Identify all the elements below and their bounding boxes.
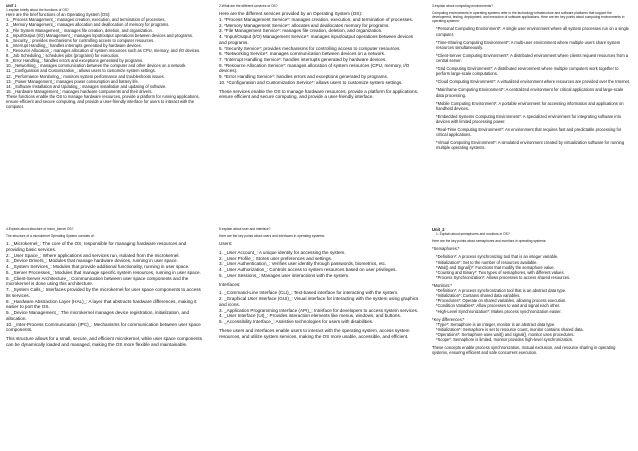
page-3-line: *Personal Computing Environment*: A single user environment where all system processes run on a single computer. [436,26,629,37]
page-3-line: *Real-Time Computing Environment*: An environment that requires fast and predictable processing for critical applications. [436,127,622,138]
page-1-line: 11. _Configuration and Customization_: allows users to customize system settings. [6,68,156,74]
page-5-section-interfaces: Interfaces: [219,281,241,287]
page-1-header-1: UNIT 1 [6,4,17,8]
page-2-line: These services enable the OS to manage hardware resources, provide a platform for applications, ensure efficient and secure computing, and provide a user-friendly interface. [219,88,419,100]
page-3-line: *Virtual Computing Environment*: A simulated environment created by virtualization software for running multiple operating systems. [436,140,625,151]
page-6-line: *Scope*: Semaphore is limited, monitor provides high-level synchronization. [436,337,574,343]
page-1-line: 4. _Input/Output (I/O) Management_: manages input/output operations between devices and programs. [6,32,194,38]
page-5-line: 4. _User Interface (UI)_: Provides interaction elements like menus, windows, and buttons. [219,313,402,319]
page-4-line: 6. _Client-Server Architecture_: Communication between user space components and the microkernel is done using this architecture. [6,275,189,287]
page-3-line: *Client-Server Computing Environment*: A distributed environment where clients request resources from a central server. [436,52,629,63]
page-4-line: 4. _System Services_: Modules that provide additional functionality, running in user space. [6,264,190,270]
page-1-line: 7. _Resource Allocation_: manages allocation of system resources such as CPU, memory, and I/O devices. [6,47,201,53]
page-3-line: Computing environments in operating systems refer to the technology infrastructure and software platforms that support the development, testing, deployment, and execution of software applications. Here are ten key points about computing environments in operating systems: [432,11,625,24]
page-3-line: *Grid Computing Environment*: A distributed environment where multiple computers work together to perform large-scale computations. [436,66,619,77]
page-6-line: *Type*: Semaphore is an integer, monitor is an abstract data type. [436,321,556,327]
page-6-section-semaphores: *Semaphores:* [432,246,460,252]
page-3-line: *Mainframe Computing Environment*: A centralized environment for critical applications and large-scale data processing. [436,87,624,98]
page-1 [6,4,206,222]
page-2-line: 8. *Resource Allocation Service*: manages allocation of system resources (CPU, memory, I/O devices). [219,62,410,74]
page-1-line: 5. _Security_: provides mechanisms for controlling access to computer resources. [6,37,155,43]
page-5-line: 5. _Accessibility Interface_: Assistive technologies for users with disabilities. [219,319,374,325]
page-3-header-1: 3.explain about computing environments? [432,4,494,8]
page-2-line: 10. *Configuration and Customization Service*: allows users to customize system settings. [219,79,403,85]
page-5-line: These users and interfaces enable users to interact with the operating system, access system resources, and utilize system services, making the OS more usable, accessible, and efficient. [219,327,410,339]
page-1-line: 6. _Interrupt Handling_: handles interrupts generated by hardware devices. [6,42,142,48]
page-6-header-3: Here are the key points about semaphores and monitors in operating systems: [432,239,547,244]
page-2-line: 1. *Process Management Service*: manages creation, execution, and termination of processes. [219,16,414,22]
page-6-line: *Initialization*: Set to the number of resources available. [436,259,538,265]
page-4-line: This structure allows for a small, secure, and efficient microkernel, while user space components can be dynamically loaded and managed, making the OS more flexible and maintainable. [6,335,202,347]
page-1-header-2: 1.explain briefly about the functions of OS? [6,8,69,13]
page-4-line: 5. _Server Processes_: Modules that manage specific system resources, running in user space. [6,269,201,275]
page-6-section-key-differences: *Key differences:* [432,316,465,322]
page-1-line: 14. _Software Installation and Updating_: manages installation and updating of software. [6,83,167,89]
page-4-line: 9. _Device Management_: The microkernel manages device registration, initialization, and allocation. [6,310,189,321]
page-4 [6,227,206,445]
page-6-header-1: Unit_2 [432,227,445,232]
page-6-line: *High-Level Synchronization*: Makes process synchronization easier. [436,308,562,314]
page-1-line: 15. _Hardware Management_: manages hardware components and their drivers. [6,88,153,94]
page-6-line: *Wait() and Signal()*: Functions that modify the semaphore value. [436,264,555,270]
page-6 [432,227,632,445]
page-5-line: 5. _User Sessions_: Manages user interactions with the system. [219,272,350,278]
page-2-line: Here are the different services provided by an Operating System (OS): [219,11,363,17]
page-6-line: *Definition*: A process synchronization tool that is an abstract data type. [436,288,567,294]
page-4-line: 10. _Inter-Process Communication (IPC)_: Mechanisms for communication between user space components. [6,321,201,333]
page-2-line: 6. *Networking Service*: manages communication between devices on a network. [219,51,386,57]
page-4-line: 8. _Hardware Abstraction Layer (HAL)_: A layer that abstracts hardware differences, making it easier to port the OS. [6,298,197,310]
page-5-header-1: 5.explain about user and interface? [219,227,271,231]
page-2-line: 9. *Error Handling Service*: handles errors and exceptions generated by programs. [219,74,389,80]
page-5-line: 3. _Application Programming Interface (API)_: Interface for developers to access system services. [219,307,419,313]
page-4-line: 7. _System Calls_: Interfaces provided by the microkernel for user space components to access its services. [6,287,201,298]
page-5-header-2: Here are the key points about users and interfaces in operating systems: [219,234,325,239]
page-5-section-users: Users: [219,241,233,247]
page-4-header-1: 4.Explain about structure of micro_kernel OS? [6,227,74,231]
page-1-line: 9. _Error Handling_: handles errors and exceptions generated by programs. [6,58,144,64]
page-6-header-2: 1. Explain about semaphores and monitors in OS? [436,232,510,237]
page-2-line: 3. *File Management Service*: manages file creation, deletion, and organization. [219,28,383,34]
page-4-line: 2. _User Space_: Where applications and services run, isolated from the microkernel. [6,252,180,258]
page-6-line: *Procedures*: Operate on shared variables, allowing process execution. [436,298,567,304]
page-1-line: 3. _File System Management_: manages file creation, deletion, and organization. [6,27,154,33]
page-1-line: Here are the brief functions of an Operating System (OS): [6,12,111,18]
page-2-line: 5. *Security Service*: provides mechanisms for controlling access to computer resources. [219,45,401,51]
page-6-line: *Counting and Binary*: Two types of semaphores, with different values. [436,269,565,275]
page-6-line: *Condition Variables*: Allow processes to wait and signal each other. [436,303,561,309]
page-1-line: These functions enable the OS to manage hardware resources, provide a platform for running applications, ensure efficient and secure computing, and provide a user-friendly interface for users to interact with the computer. [6,93,200,110]
page-3-line: *Cloud Computing Environment*: A virtualized environment where resources are provided over the Internet. [436,79,631,85]
page-2 [219,4,419,222]
page-6-line: *Initialization*: Semaphore is set to resource count, monitor contains shared data. [436,326,584,332]
page-2-line: 2. *Memory Management Service*: allocates and deallocates memory for programs. [219,22,390,28]
page-5-line: 3. _User Authentication_: Verifies user identity through passwords, biometrics, etc. [219,261,387,267]
page-2-header-1: 2.What are the different services of OS? [219,4,278,8]
page-5-line: 2. _Graphical User Interface (GUI)_: Visual interface for interacting with the system using graphics and icons. [219,296,419,307]
page-3-line: *Time-Sharing Computing Environment*: A multi-user environment where multiple users share system resources simultaneously. [436,39,621,50]
page-6-section-monitors: *Monitors:* [432,282,453,288]
page-3 [432,4,632,222]
page-5-line: 4. _User Authorization_: Controls access to system resources based on user privileges. [219,267,397,273]
page-1-line: 2. _Memory Management_: manages allocation and deallocation of memory for programs. [6,22,170,28]
page-5 [219,227,419,445]
page-6-line: These concepts enable process synchronization, mutual exclusion, and resource sharing in operating systems, ensuring efficient and safe concurrent execution. [432,345,616,356]
page-1-line: 8. _Job Scheduling_: schedules jobs (programs) for execution. [6,53,120,59]
page-2-line: 4. *Input/Output (I/O) Management Service*: manages input/output operations between devices and programs. [219,34,414,45]
page-6-line: *Initialization*: Contains shared data variables. [436,293,521,299]
page-5-line: 2. _User Profile_: Stores user preferences and settings. [219,255,333,261]
page-6-line: *Process Synchronization*: Allows processes to access shared resources. [436,274,571,280]
page-1-line: 12. _Performance Monitoring_: monitors system performance and troubleshoots issues. [6,73,165,79]
page-5-line: 1. _Command-Line Interface (CLI)_: Text-based interface for interacting with the system. [219,290,399,296]
page-4-line: 3. _Device Drivers_: Modules that manage hardware devices, running in user space. [6,258,178,264]
page-3-line: *Mobile Computing Environment*: A portable environment for accessing information and applications on handheld devices. [436,100,624,111]
page-4-header-2: The structure of a microkernel Operating System consists of: [6,234,95,239]
page-3-line: *Embedded Systems Computing Environment*: A specialized environment for integrating software into devices with limited processing power. [436,113,621,124]
page-5-line: 1. _User Account_: A unique identity for accessing the system. [219,249,346,255]
page-2-line: 7. *Interrupt Handling Service*: handles interrupts generated by hardware devices. [219,56,387,62]
page-6-line: *Definition*: A process synchronizing tool that is an integer variable. [436,254,559,260]
page-4-line: 1. _Microkernel_: The core of the OS, responsible for managing hardware resources and providing basic services. [6,241,187,252]
page-1-line: 1. _Process Management_: manages creation, execution, and termination of processes. [6,17,166,23]
page-1-line: 10. _Networking_: manages communication between the computer and other devices on a network. [6,63,187,69]
page-6-line: *Operations*: Semaphore uses wait() and signal(), monitor uses procedures. [436,331,575,337]
page-1-line: 13. _Power Management_: manages power consumption and battery life. [6,78,139,84]
